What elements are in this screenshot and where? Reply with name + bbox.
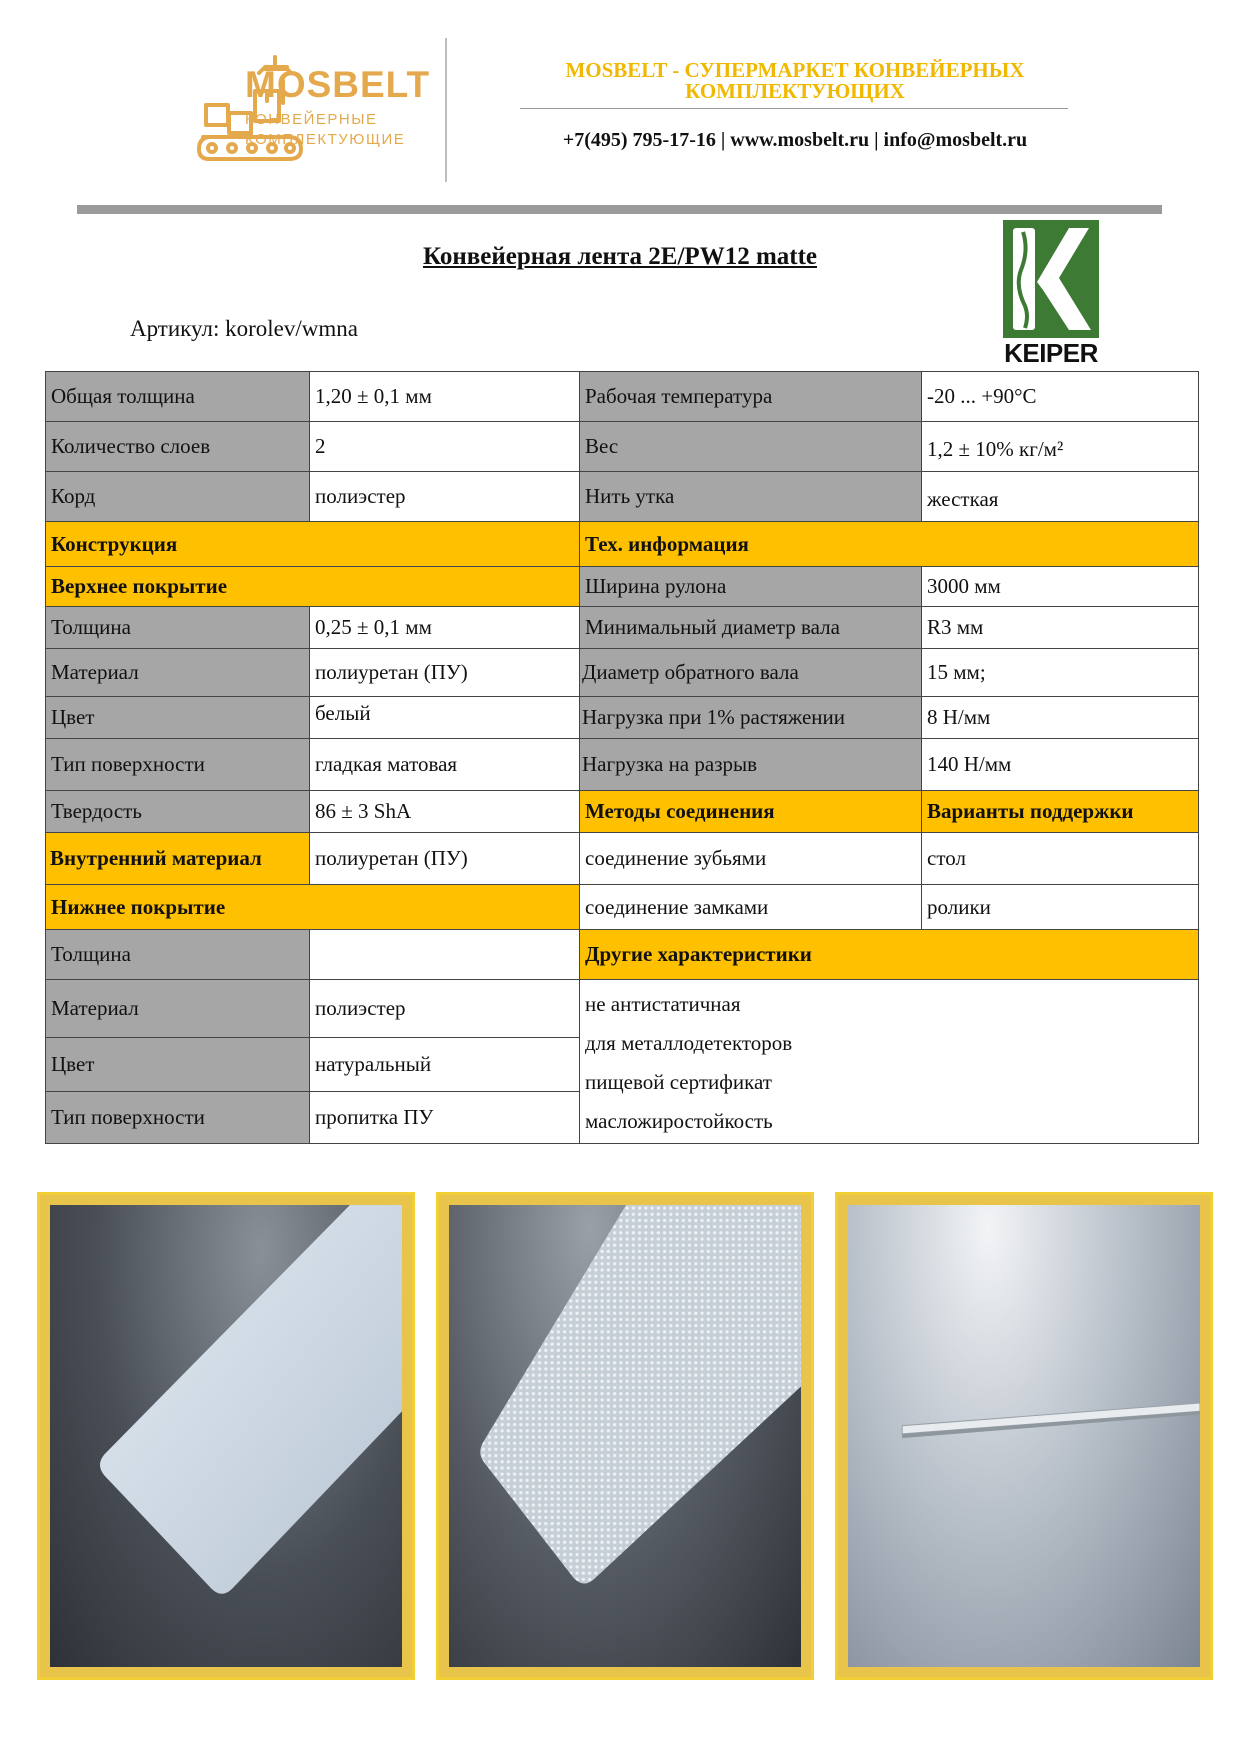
header-rule: [77, 205, 1162, 214]
label-top-material: Материал: [46, 649, 310, 697]
header-title: [520, 60, 1070, 102]
label-break-load: Нагрузка на разрыв: [580, 739, 922, 791]
header-title-line: КОМПЛЕКТУЮЩИХ: [685, 79, 905, 103]
value-top-material: полиуретан (ПУ): [310, 649, 580, 697]
label-weight: Вес: [580, 422, 922, 472]
value-break-load: 140 Н/мм: [922, 739, 1199, 791]
label-bottom-color: Цвет: [46, 1038, 310, 1092]
label-top-color: Цвет: [46, 697, 310, 739]
section-tech-info: Тех. информация: [580, 522, 1199, 567]
join-method-locks: соединение замками: [580, 885, 922, 930]
table-row: [46, 980, 1199, 1038]
label-working-temperature: Рабочая температура: [580, 372, 922, 422]
label-cord: Корд: [46, 472, 310, 522]
header-divider: [445, 38, 447, 182]
value-bottom-color: натуральный: [310, 1038, 580, 1092]
section-top-cover: Верхнее покрытие: [46, 567, 580, 607]
label-top-thickness: Толщина: [46, 607, 310, 649]
support-rollers: ролики: [922, 885, 1199, 930]
belt-sample-smooth-image: [50, 1205, 402, 1667]
label-total-thickness: Общая толщина: [46, 372, 310, 422]
label-reverse-diameter: Диаметр обратного вала: [580, 649, 922, 697]
value-top-thickness: 0,25 ± 0,1 мм: [310, 607, 580, 649]
label-roll-width: Ширина рулона: [580, 567, 922, 607]
svg-text:KEIPER: KEIPER: [1004, 338, 1098, 365]
value-load-1pct: 8 Н/мм: [922, 697, 1199, 739]
keiper-logo-icon: [1003, 220, 1099, 365]
specification-table: [45, 371, 1199, 1144]
brand-name: MOSBELT: [245, 64, 431, 105]
table-row: [46, 791, 1199, 833]
list-item: не антистатичная: [585, 992, 741, 1016]
product-photo-texture: [436, 1192, 814, 1680]
label-bottom-material: Материал: [46, 980, 310, 1038]
brand-subtitle: КОМПЛЕКТУЮЩИЕ: [245, 131, 406, 148]
value-total-thickness: 1,20 ± 0,1 мм: [310, 372, 580, 422]
value-min-diameter: R3 мм: [922, 607, 1199, 649]
list-item: для металлодетекторов: [585, 1031, 793, 1055]
table-row: [46, 422, 1199, 472]
table-row: [46, 739, 1199, 791]
header-contacts[interactable]: +7(495) 795-17-16 | www.mosbelt.ru | info@mosbelt.ru: [562, 129, 1028, 151]
support-table: стол: [922, 833, 1199, 885]
label-load-1pct: Нагрузка при 1% растяжении: [580, 697, 922, 739]
list-item: пищевой сертификат: [585, 1070, 772, 1094]
label-bottom-thickness: Толщина: [46, 930, 310, 980]
value-layers: 2: [310, 422, 580, 472]
label-inner-material: Внутренний материал: [46, 833, 310, 885]
table-row: [46, 522, 1199, 567]
value-working-temperature: -20 ... +90°C: [922, 372, 1199, 422]
value-bottom-thickness: [310, 930, 580, 980]
value-bottom-surface: пропитка ПУ: [310, 1092, 580, 1144]
label-weft: Нить утка: [580, 472, 922, 522]
page-title: Конвейерная лента 2E/PW12 matte: [422, 243, 818, 270]
table-row: [46, 567, 1199, 607]
table-row: [46, 833, 1199, 885]
belt-sample-edge-image: [848, 1205, 1200, 1667]
label-min-diameter: Минимальный диаметр вала: [580, 607, 922, 649]
section-joining-methods: Методы соединения: [580, 791, 922, 833]
brand-subtitle: КОНВЕЙЕРНЫЕ: [245, 111, 378, 128]
value-weft: жесткая: [922, 472, 1199, 522]
value-cord: полиэстер: [310, 472, 580, 522]
table-row: [46, 607, 1199, 649]
header-underline: [520, 108, 1068, 109]
table-row: [46, 472, 1199, 522]
table-row: [46, 372, 1199, 422]
value-weight: 1,2 ± 10% кг/м²: [922, 422, 1199, 472]
join-method-teeth: соединение зубьями: [580, 833, 922, 885]
value-top-color: белый: [310, 697, 580, 739]
value-bottom-material: полиэстер: [310, 980, 580, 1038]
other-characteristics-list: [580, 980, 1199, 1144]
header-title-line: MOSBELT - СУПЕРМАРКЕТ КОНВЕЙЕРНЫХ: [565, 58, 1025, 82]
label-top-surface: Тип поверхности: [46, 739, 310, 791]
label-bottom-surface: Тип поверхности: [46, 1092, 310, 1144]
section-construction: Конструкция: [46, 522, 580, 567]
value-reverse-diameter: 15 мм;: [922, 649, 1199, 697]
value-hardness: 86 ± 3 ShA: [310, 791, 580, 833]
table-row: [46, 930, 1199, 980]
section-support-options: Варианты поддержки: [922, 791, 1199, 833]
value-roll-width: 3000 мм: [922, 567, 1199, 607]
value-inner-material: полиуретан (ПУ): [310, 833, 580, 885]
article-number: Артикул: korolev/wmna: [130, 316, 358, 341]
table-row: [46, 697, 1199, 739]
product-photo-edge: [835, 1192, 1213, 1680]
belt-sample-textured-image: [449, 1205, 801, 1667]
table-row: [46, 649, 1199, 697]
list-item: масложиростойкость: [585, 1109, 773, 1133]
section-bottom-cover: Нижнее покрытие: [46, 885, 580, 930]
label-layers: Количество слоев: [46, 422, 310, 472]
label-hardness: Твердость: [46, 791, 310, 833]
product-photo-top-surface: [37, 1192, 415, 1680]
section-other-characteristics: Другие характеристики: [580, 930, 1199, 980]
table-row: [46, 885, 1199, 930]
value-top-surface: гладкая матовая: [310, 739, 580, 791]
